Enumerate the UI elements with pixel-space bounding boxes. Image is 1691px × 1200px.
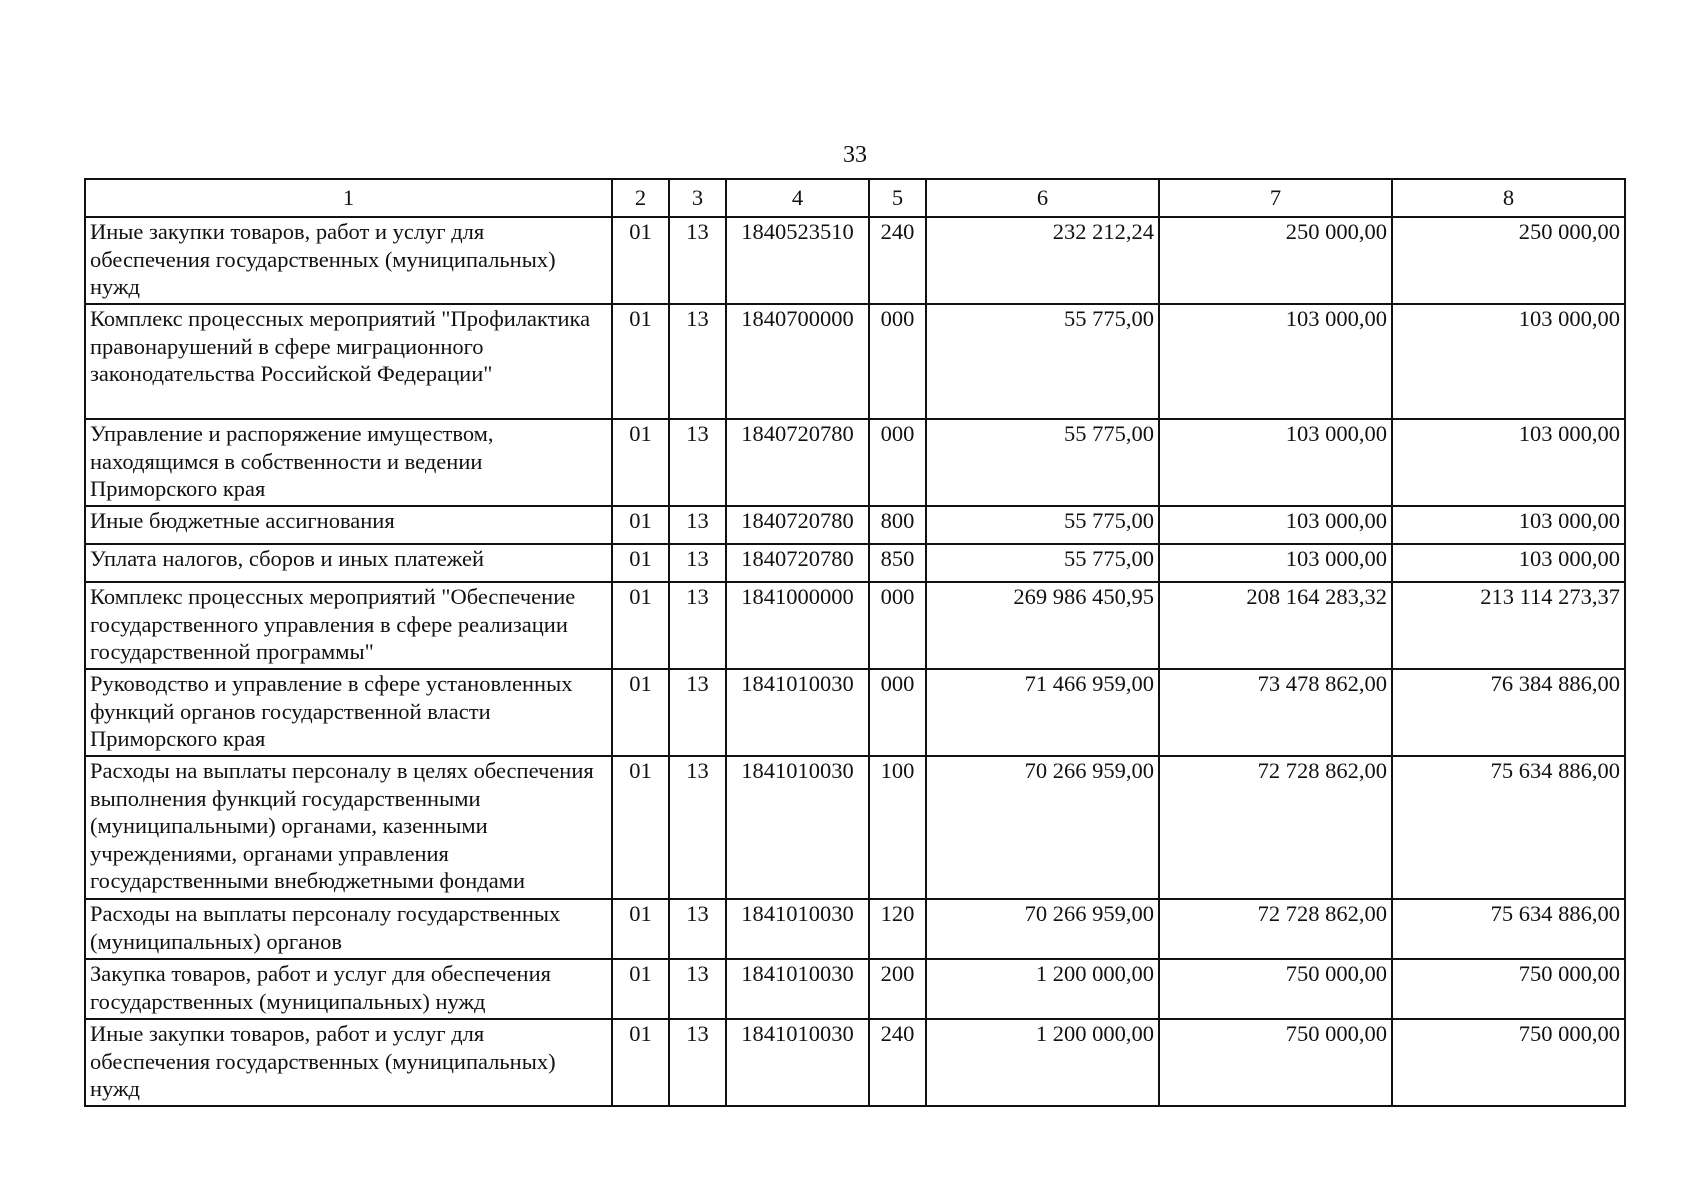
subsection-code: 13 [669,899,726,959]
subsection-code: 13 [669,582,726,669]
expense-type-code: 120 [869,899,926,959]
amount-col-6: 1 200 000,00 [926,959,1159,1019]
table-row [85,669,1625,756]
target-article-code: 1841010030 [726,669,869,756]
amount-col-7: 72 728 862,00 [1159,899,1392,959]
row-name: Иные закупки товаров, работ и услуг для обеспечения государственных (муниципальных) нужд [85,217,612,304]
amount-col-6: 55 775,00 [926,304,1159,419]
header-row [85,179,1625,217]
amount-col-7: 250 000,00 [1159,217,1392,304]
subsection-code: 13 [669,756,726,899]
amount-col-6: 71 466 959,00 [926,669,1159,756]
subsection-code: 13 [669,1019,726,1106]
amount-col-7: 208 164 283,32 [1159,582,1392,669]
table-row [85,582,1625,669]
amount-col-7: 103 000,00 [1159,419,1392,506]
section-code: 01 [612,544,669,582]
section-code: 01 [612,959,669,1019]
target-article-code: 1841010030 [726,899,869,959]
amount-col-8: 213 114 273,37 [1392,582,1625,669]
row-name: Иные бюджетные ассигнования [85,506,612,544]
expense-type-code: 100 [869,756,926,899]
subsection-code: 13 [669,304,726,419]
amount-col-7: 750 000,00 [1159,959,1392,1019]
amount-col-6: 70 266 959,00 [926,899,1159,959]
target-article-code: 1841010030 [726,1019,869,1106]
amount-col-8: 103 000,00 [1392,544,1625,582]
table-row [85,959,1625,1019]
row-name: Руководство и управление в сфере установленных функций органов государственной власти Приморского края [85,669,612,756]
amount-col-7: 103 000,00 [1159,506,1392,544]
table-row [85,506,1625,544]
amount-col-8: 103 000,00 [1392,506,1625,544]
column-header: 6 [926,179,1159,217]
amount-col-6: 1 200 000,00 [926,1019,1159,1106]
table-body [85,217,1625,1106]
section-code: 01 [612,1019,669,1106]
subsection-code: 13 [669,544,726,582]
row-name: Уплата налогов, сборов и иных платежей [85,544,612,582]
table-row [85,544,1625,582]
amount-col-8: 76 384 886,00 [1392,669,1625,756]
expense-type-code: 240 [869,217,926,304]
subsection-code: 13 [669,959,726,1019]
expense-type-code: 800 [869,506,926,544]
target-article-code: 1841010030 [726,959,869,1019]
section-code: 01 [612,304,669,419]
amount-col-6: 70 266 959,00 [926,756,1159,899]
table-row [85,217,1625,304]
column-header: 1 [85,179,612,217]
amount-col-7: 73 478 862,00 [1159,669,1392,756]
expense-type-code: 000 [869,304,926,419]
table-row [85,304,1625,419]
target-article-code: 1840523510 [726,217,869,304]
row-name: Комплекс процессных мероприятий "Обеспечение государственного управления в сфере реализации государственной программы" [85,582,612,669]
row-name: Расходы на выплаты персоналу в целях обеспечения выполнения функций государственными (муниципальными) органами, казенными учреждениями, органами управления государственными внебюджетными фондами [85,756,612,899]
section-code: 01 [612,419,669,506]
row-name: Расходы на выплаты персоналу государственных (муниципальных) органов [85,899,612,959]
section-code: 01 [612,756,669,899]
column-header: 4 [726,179,869,217]
amount-col-7: 103 000,00 [1159,304,1392,419]
amount-col-6: 269 986 450,95 [926,582,1159,669]
row-name: Закупка товаров, работ и услуг для обеспечения государственных (муниципальных) нужд [85,959,612,1019]
amount-col-7: 750 000,00 [1159,1019,1392,1106]
section-code: 01 [612,582,669,669]
amount-col-6: 55 775,00 [926,544,1159,582]
expense-type-code: 000 [869,669,926,756]
amount-col-8: 750 000,00 [1392,959,1625,1019]
amount-col-8: 750 000,00 [1392,1019,1625,1106]
amount-col-8: 75 634 886,00 [1392,756,1625,899]
target-article-code: 1840720780 [726,506,869,544]
expense-type-code: 000 [869,419,926,506]
row-name: Управление и распоряжение имуществом, находящимся в собственности и ведении Приморского края [85,419,612,506]
column-header: 3 [669,179,726,217]
amount-col-7: 103 000,00 [1159,544,1392,582]
expense-type-code: 240 [869,1019,926,1106]
amount-col-8: 75 634 886,00 [1392,899,1625,959]
subsection-code: 13 [669,217,726,304]
column-header: 5 [869,179,926,217]
expense-type-code: 200 [869,959,926,1019]
target-article-code: 1840720780 [726,544,869,582]
target-article-code: 1841000000 [726,582,869,669]
row-name: Комплекс процессных мероприятий "Профилактика правонарушений в сфере миграционного законодательства Российской Федерации" [85,304,612,419]
section-code: 01 [612,899,669,959]
amount-col-8: 103 000,00 [1392,304,1625,419]
table-row [85,419,1625,506]
amount-col-6: 55 775,00 [926,506,1159,544]
subsection-code: 13 [669,506,726,544]
expense-type-code: 850 [869,544,926,582]
row-name: Иные закупки товаров, работ и услуг для обеспечения государственных (муниципальных) нужд [85,1019,612,1106]
table-row [85,756,1625,899]
section-code: 01 [612,506,669,544]
section-code: 01 [612,217,669,304]
amount-col-6: 55 775,00 [926,419,1159,506]
column-header: 2 [612,179,669,217]
target-article-code: 1840700000 [726,304,869,419]
amount-col-8: 250 000,00 [1392,217,1625,304]
target-article-code: 1840720780 [726,419,869,506]
budget-table [84,178,1626,1107]
column-header: 8 [1392,179,1625,217]
subsection-code: 13 [669,419,726,506]
page-number: 33 [843,142,867,168]
subsection-code: 13 [669,669,726,756]
table-header [85,179,1625,217]
column-header: 7 [1159,179,1392,217]
table-row [85,899,1625,959]
amount-col-8: 103 000,00 [1392,419,1625,506]
amount-col-6: 232 212,24 [926,217,1159,304]
target-article-code: 1841010030 [726,756,869,899]
amount-col-7: 72 728 862,00 [1159,756,1392,899]
expense-type-code: 000 [869,582,926,669]
table-row [85,1019,1625,1106]
section-code: 01 [612,669,669,756]
